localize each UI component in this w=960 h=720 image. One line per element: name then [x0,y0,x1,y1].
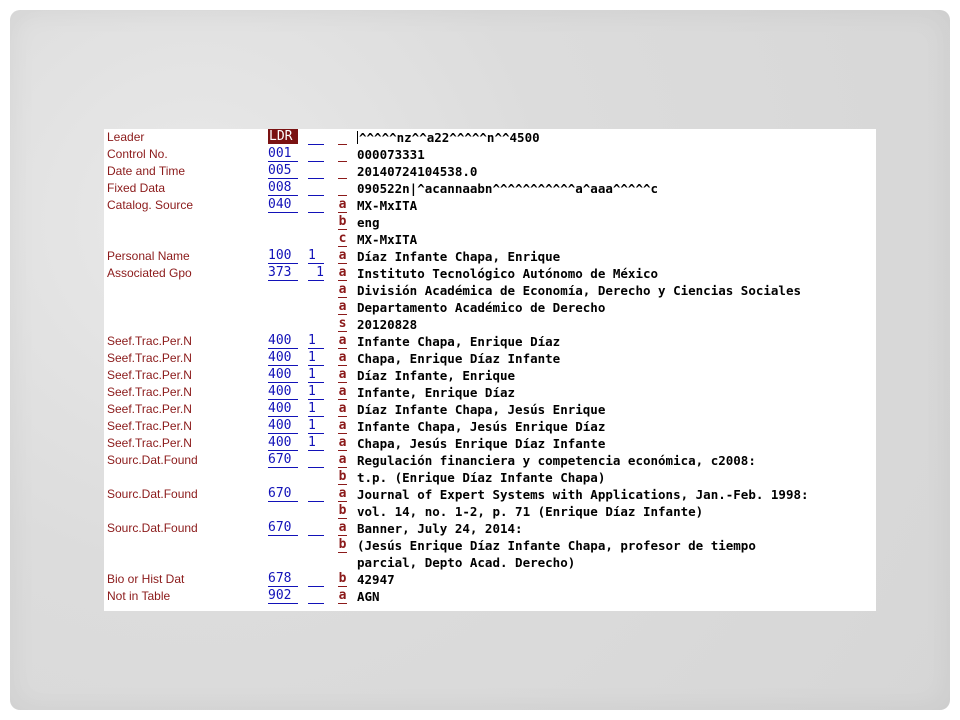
indicator-field[interactable] [308,486,324,502]
indicator-field[interactable] [308,146,324,162]
leader-tag-selected[interactable]: LDR [268,129,298,144]
field-value-text: vol. 14, no. 1-2, p. 71 (Enrique Díaz Infante) [357,504,704,519]
text-cursor [357,131,358,144]
indicator-field[interactable]: 1 [308,418,324,434]
marc-field-row [104,418,876,435]
subfield-code-link[interactable]: b [338,214,347,229]
marc-field-row [104,197,876,214]
field-value-text: 20140724104538.0 [357,164,478,179]
marc-field-row [104,571,876,588]
field-value-text: Departamento Académico de Derecho [357,300,606,315]
field-label: Sourc.Dat.Found [107,453,198,467]
subfield-code-link[interactable] [338,163,347,179]
marc-field-row [104,163,876,180]
subfield-code-link[interactable]: a [338,452,347,467]
marc-field-row [104,435,876,452]
marc-field-row [104,180,876,197]
indicator-field[interactable]: 1 [308,333,324,349]
field-value[interactable] [357,146,425,163]
field-value[interactable] [357,435,605,452]
subfield-code-link[interactable]: c [338,231,347,246]
indicator-field[interactable]: 1 [308,248,324,264]
field-value-text: (Jesús Enrique Díaz Infante Chapa, profesor de tiempo [357,538,756,553]
field-value-text: 20120828 [357,317,418,332]
indicator-field[interactable]: 1 [308,401,324,417]
field-label: Seef.Trac.Per.N [107,419,192,433]
marc-field-row [104,299,876,316]
field-label: Sourc.Dat.Found [107,521,198,535]
field-value[interactable] [357,214,380,231]
subfield-code-link[interactable]: a [338,418,347,433]
field-value[interactable] [357,418,605,435]
field-label: Seef.Trac.Per.N [107,351,192,365]
field-tag-link[interactable]: 400 [268,333,298,349]
subfield-code-link[interactable]: a [338,299,347,314]
field-value[interactable] [357,316,417,333]
indicator-field[interactable] [308,197,324,213]
subfield-code-link[interactable]: a [338,333,347,348]
marc-field-row [104,316,876,333]
indicator-field[interactable] [308,452,324,468]
marc-field-row [104,129,876,146]
subfield-code-link[interactable]: a [338,401,347,416]
marc-field-row [104,520,876,537]
field-label: Bio or Hist Dat [107,572,185,586]
field-value[interactable] [357,503,703,520]
field-value-text: 090522n|^acannaabn^^^^^^^^^^^a^aaa^^^^^c [357,181,659,196]
field-value[interactable] [357,197,417,214]
subfield-code-link[interactable] [338,180,347,196]
field-value-text: Díaz Infante Chapa, Enrique [357,249,561,264]
marc-field-row [104,282,876,299]
field-label: Not in Table [107,589,171,603]
field-value[interactable] [357,367,515,384]
indicator-field[interactable]: 1 [308,367,324,383]
field-value[interactable] [357,486,809,503]
field-tag-link[interactable]: 902 [268,588,298,604]
field-value[interactable] [357,299,605,316]
field-value-text: ^^^^^nz^^a22^^^^^n^^4500 [359,130,540,145]
field-label: Leader [107,130,145,144]
field-value[interactable] [357,588,380,605]
field-value-text: Instituto Tecnológico Autónomo de México [357,266,659,281]
field-tag-link[interactable]: 670 [268,520,298,536]
field-tag-link[interactable]: 040 [268,197,298,213]
field-tag-link[interactable]: 678 [268,571,298,587]
field-tag-link[interactable]: 400 [268,401,298,417]
marc-field-row [104,503,876,520]
field-value-text: Infante Chapa, Enrique Díaz [357,334,561,349]
field-label: Catalog. Source [107,198,194,212]
field-value-text: Regulación financiera y competencia económica, c2008: [357,453,756,468]
field-value-text: 000073331 [357,147,425,162]
field-value-text: División Académica de Economía, Derecho y Ciencias Sociales [357,283,802,298]
field-value-text: Díaz Infante Chapa, Jesús Enrique [357,402,606,417]
marc-field-row [104,231,876,248]
field-value-text: Chapa, Jesús Enrique Díaz Infante [357,436,606,451]
indicator-field[interactable]: 1 [308,384,324,400]
field-value-text: eng [357,215,380,230]
field-value-text: Infante, Enrique Díaz [357,385,516,400]
field-tag-link[interactable]: 400 [268,350,298,366]
field-value-text: 42947 [357,572,395,587]
field-value-text: t.p. (Enrique Díaz Infante Chapa) [357,470,606,485]
field-tag-link[interactable]: 373 [268,265,298,281]
field-value-text: parcial, Depto Acad. Derecho) [357,555,576,570]
field-tag-link[interactable]: 670 [268,486,298,502]
marc-record-panel [104,129,876,611]
marc-field-row [104,214,876,231]
subfield-code-link[interactable]: b [338,503,347,518]
subfield-code-link[interactable]: a [338,265,347,280]
field-tag-link[interactable]: 400 [268,367,298,383]
marc-field-row [104,248,876,265]
field-value[interactable] [357,520,523,537]
indicator-field[interactable]: 1 [308,265,324,281]
subfield-code-link[interactable]: a [338,486,347,501]
field-value[interactable] [357,265,658,282]
subfield-code-link[interactable] [338,129,347,145]
field-value[interactable] [357,333,560,350]
marc-field-row [104,333,876,350]
marc-field-row [104,401,876,418]
indicator-field[interactable] [308,163,324,179]
subfield-code-link[interactable]: a [338,350,347,365]
field-value[interactable] [357,384,515,401]
field-tag-link[interactable]: 400 [268,435,298,451]
field-tag-link[interactable]: 008 [268,180,298,196]
field-label: Seef.Trac.Per.N [107,436,192,450]
subfield-code-link[interactable] [338,146,347,162]
marc-field-row [104,384,876,401]
field-value[interactable] [357,163,477,180]
indicator-field[interactable]: 1 [308,350,324,366]
field-value-text: Infante Chapa, Jesús Enrique Díaz [357,419,606,434]
field-value[interactable] [357,231,417,248]
subfield-code-link[interactable]: a [338,384,347,399]
field-label: Sourc.Dat.Found [107,487,198,501]
field-value-text: Chapa, Enrique Díaz Infante [357,351,561,366]
subfield-code-link[interactable]: a [338,282,347,297]
field-value[interactable] [357,469,605,486]
marc-field-row [104,146,876,163]
field-label: Seef.Trac.Per.N [107,402,192,416]
field-value-text: MX-MxITA [357,198,418,213]
subfield-code-link[interactable]: a [338,367,347,382]
field-value-text: MX-MxITA [357,232,418,247]
field-value[interactable] [357,554,575,571]
subfield-code-link[interactable]: a [338,520,347,535]
field-value[interactable] [357,452,756,469]
field-value-text: Journal of Expert Systems with Applications, Jan.-Feb. 1998: [357,487,809,502]
subfield-code-link[interactable]: a [338,197,347,212]
field-label: Seef.Trac.Per.N [107,334,192,348]
marc-field-row [104,554,876,571]
indicator-field[interactable] [308,520,324,536]
marc-field-row [104,486,876,503]
subfield-code-link[interactable]: b [338,537,347,552]
field-value[interactable] [357,350,560,367]
field-tag-link[interactable]: 005 [268,163,298,179]
indicator-field[interactable] [308,180,324,196]
field-label: Seef.Trac.Per.N [107,368,192,382]
slide-background [10,10,950,710]
marc-field-row [104,537,876,554]
subfield-code-link[interactable]: s [338,316,347,331]
marc-field-row [104,588,876,605]
indicator-field[interactable]: 1 [308,435,324,451]
marc-field-row [104,350,876,367]
field-label: Seef.Trac.Per.N [107,385,192,399]
subfield-code-link[interactable]: b [338,571,347,586]
field-value[interactable] [357,180,658,197]
field-value-text: Díaz Infante, Enrique [357,368,516,383]
field-tag-link[interactable]: 001 [268,146,298,162]
field-tag-link[interactable]: 400 [268,418,298,434]
field-label: Control No. [107,147,168,161]
field-value[interactable] [357,571,395,588]
marc-field-row [104,265,876,282]
subfield-code-link[interactable]: a [338,248,347,263]
field-tag-link[interactable]: 100 [268,248,298,264]
field-value[interactable] [357,537,756,554]
field-value-text: Banner, July 24, 2014: [357,521,523,536]
field-tag-link[interactable]: 400 [268,384,298,400]
field-tag-link[interactable]: 670 [268,452,298,468]
subfield-code-link[interactable]: b [338,469,347,484]
indicator-field[interactable] [308,588,324,604]
subfield-code-link[interactable]: a [338,435,347,450]
field-label: Fixed Data [107,181,166,195]
subfield-code-link[interactable]: a [338,588,347,603]
indicator-field[interactable] [308,571,324,587]
field-value[interactable] [357,401,605,418]
marc-field-row [104,367,876,384]
field-label: Date and Time [107,164,186,178]
field-value-text: AGN [357,589,380,604]
marc-field-row [104,452,876,469]
indicator-field[interactable] [308,129,324,145]
field-value[interactable] [357,248,560,265]
marc-field-row [104,469,876,486]
field-label: Associated Gpo [107,266,192,280]
field-value[interactable] [357,129,540,146]
field-label: Personal Name [107,249,190,263]
field-value[interactable] [357,282,801,299]
